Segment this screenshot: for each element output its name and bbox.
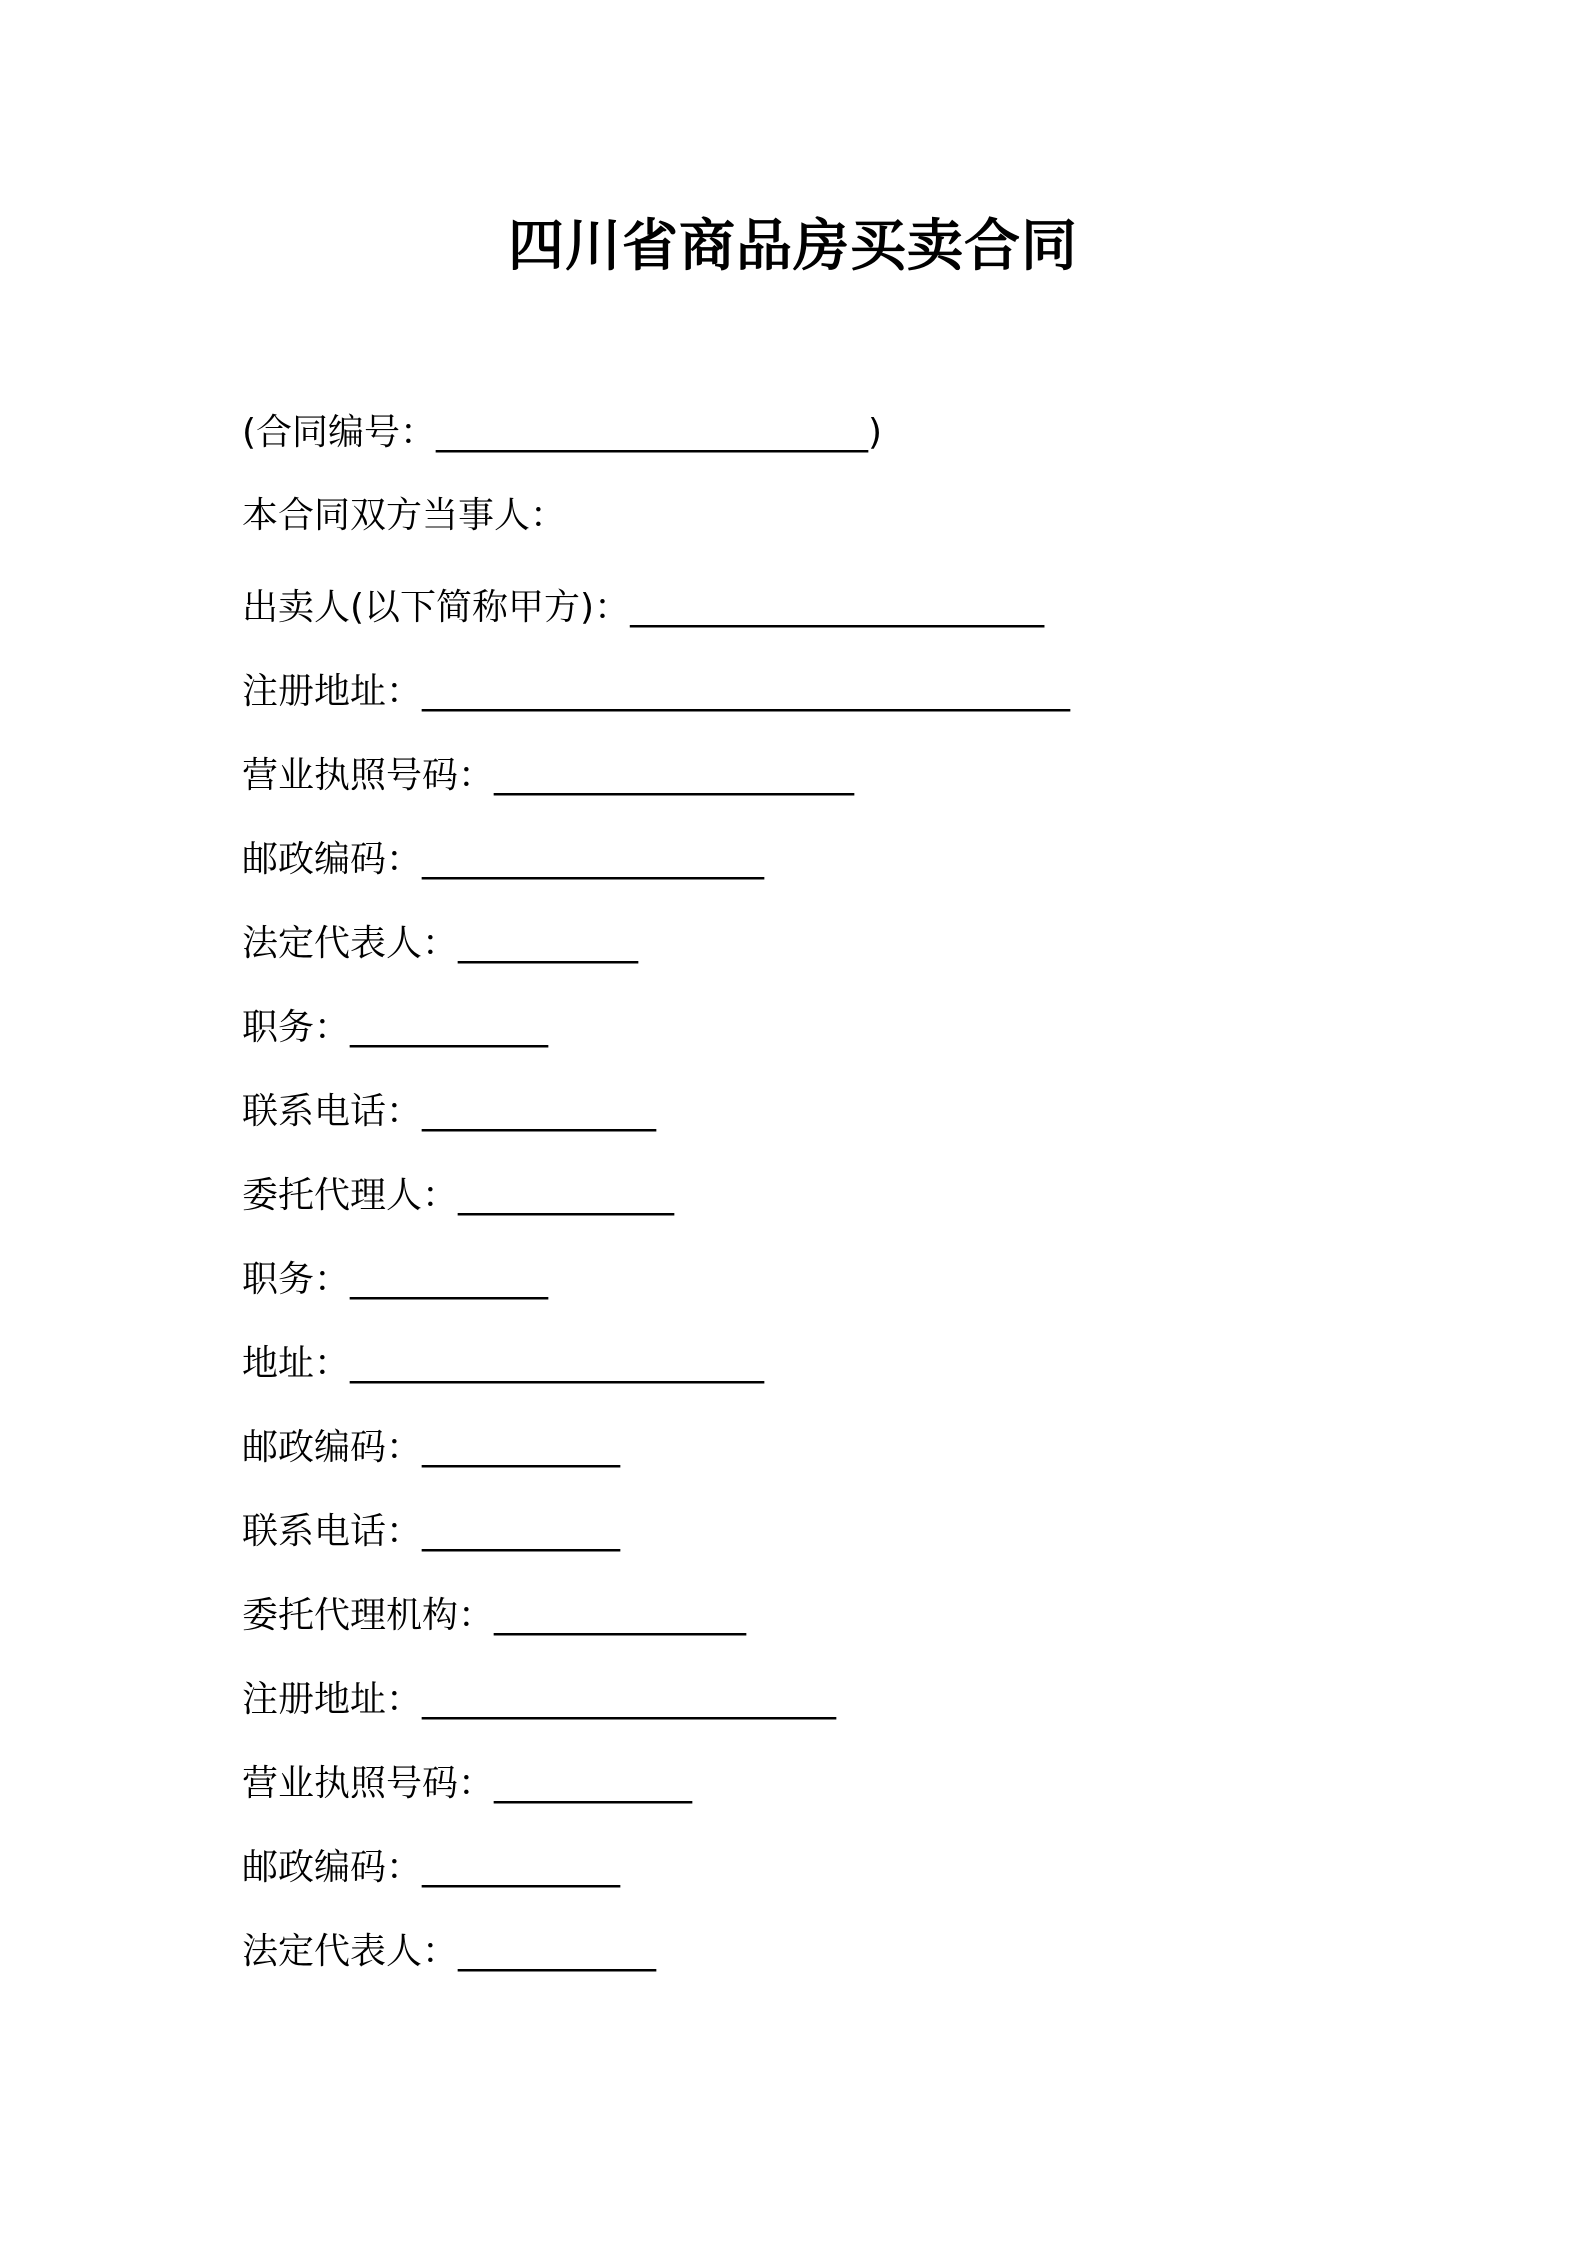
field-agency-postal-code [242,1843,1442,1927]
contract-number-label: (合同编号： [242,412,437,453]
field-blank[interactable]: _______________________ [350,1343,765,1384]
field-label: 注册地址： [242,1679,423,1720]
field-agent-phone [242,1507,1442,1591]
field-label: 职务： [242,1259,351,1300]
field-label: 联系电话： [242,1091,423,1132]
field-agency-business-license [242,1759,1442,1843]
field-blank[interactable]: ___________ [422,1847,621,1888]
field-label: 委托代理机构： [242,1595,495,1636]
field-legal-representative [242,919,1442,1003]
field-blank[interactable]: ___________ [350,1259,549,1300]
field-agency [242,1591,1442,1675]
field-label: 邮政编码： [242,839,423,880]
field-label: 委托代理人： [242,1175,459,1216]
field-label: 邮政编码： [242,1847,423,1888]
field-registered-address [242,667,1442,751]
field-label: 邮政编码： [242,1427,423,1468]
field-address [242,1339,1442,1423]
field-label: 出卖人(以下简称甲方)： [242,587,631,628]
field-label: 营业执照号码： [242,755,495,796]
field-agent-postal-code [242,1423,1442,1507]
field-blank[interactable]: _______________________ [422,1679,837,1720]
document-title: 四川省商品房买卖合同 [508,214,1078,279]
field-label: 注册地址： [242,671,423,712]
field-blank[interactable]: ___________ [422,1511,621,1552]
field-blank[interactable]: ___________ [494,1763,693,1804]
field-blank[interactable]: ____________________________________ [422,671,1071,712]
field-agency-legal-representative [242,1927,1442,2011]
field-blank[interactable]: _______________________ [630,587,1045,628]
field-blank[interactable]: ______________ [494,1595,747,1636]
field-business-license [242,751,1442,835]
field-label: 法定代表人： [242,1931,459,1972]
field-postal-code [242,835,1442,919]
field-blank[interactable]: ___________________ [422,839,765,880]
field-blank[interactable]: _____________ [422,1091,657,1132]
field-label: 地址： [242,1343,351,1384]
field-label: 法定代表人： [242,923,459,964]
field-agent-position [242,1255,1442,1339]
field-blank[interactable]: ___________ [422,1427,621,1468]
field-phone [242,1087,1442,1171]
field-label: 联系电话： [242,1511,423,1552]
parties-heading: 本合同双方当事人： [242,495,567,536]
field-blank[interactable]: ___________ [350,1007,549,1048]
contract-number-line [242,408,1442,491]
field-agent [242,1171,1442,1255]
field-seller [242,583,1442,667]
contract-body [242,408,1442,2011]
field-blank[interactable]: ___________ [458,1931,657,1972]
field-blank[interactable]: ____________ [458,1175,675,1216]
field-label: 职务： [242,1007,351,1048]
field-blank[interactable]: __________ [458,923,639,964]
contract-number-blank[interactable]: ________________________ [436,412,869,453]
field-agency-registered-address [242,1675,1442,1759]
contract-number-suffix: ) [868,412,883,453]
field-blank[interactable]: ____________________ [494,755,855,796]
field-label: 营业执照号码： [242,1763,495,1804]
field-position [242,1003,1442,1087]
